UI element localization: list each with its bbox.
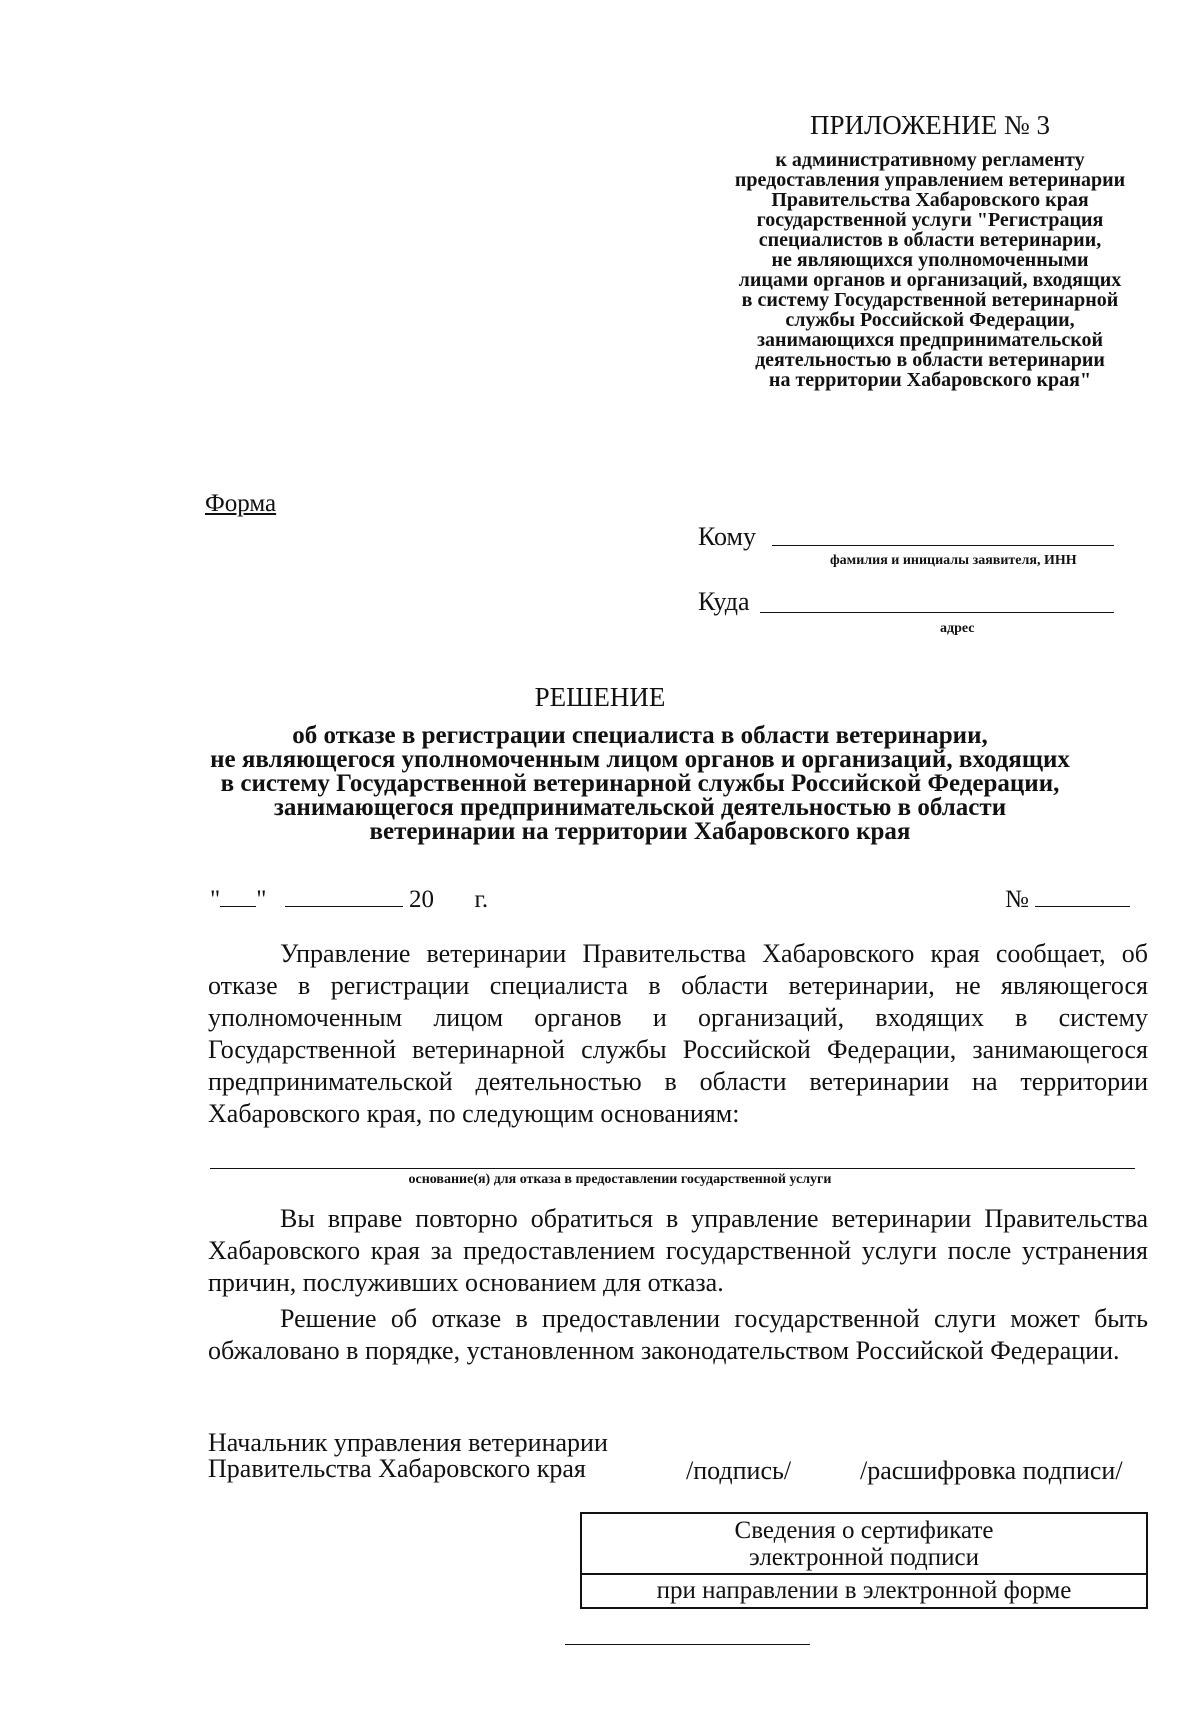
paragraph-text: Решение об отказе в предоставлении государственной слуги может быть обжаловано в порядке, установленном законодательством Российской Федерации.	[208, 1304, 1148, 1365]
to-field-hint: фамилия и инициалы заявителя, ИНН	[830, 553, 1077, 568]
bottom-divider	[565, 1644, 810, 1645]
day-blank	[220, 906, 256, 907]
number-label: №	[1005, 886, 1029, 913]
body-paragraph-1	[208, 938, 1148, 1130]
body-paragraph-2	[208, 1203, 1148, 1299]
appendix-line: на территории Хабаровского края"	[768, 369, 1092, 391]
reason-field-line	[210, 1168, 1135, 1169]
paragraph-text: Управление ветеринарии Правительства Хабаровского края сообщает, об отказе в регистрации специалиста в области ветеринарии, не являющегося уполномоченным лицом органов и организаций, входящих в систему Государственной ветеринарной службы Российской Федерации, занимающегося предпринимательской деятельностью в области ветеринарии на территории Хабаровского края, по следующим основаниям:	[208, 939, 1148, 1128]
appendix-line: специалистов в области ветеринарии,	[758, 229, 1102, 251]
date-quote-close: "	[256, 886, 267, 913]
where-field-line	[760, 612, 1114, 613]
appendix-line: Правительства Хабаровского края	[771, 189, 1089, 211]
appendix-line: предоставления управлением ветеринарии	[734, 169, 1126, 191]
number-blank	[1035, 906, 1130, 907]
paragraph-text: Вы вправе повторно обратиться в управление ветеринарии Правительства Хабаровского края за предоставлением государственной услуги после устранения причин, послуживших основанием для отказа.	[208, 1204, 1148, 1297]
date-row	[210, 886, 488, 914]
reason-field-hint: основание(я) для отказа в предоставлении государственной услуги	[408, 1172, 832, 1187]
certificate-header	[582, 1514, 1146, 1575]
decision-subtitle-line: в систему Государственной ветеринарной службы Российской Федерации,	[220, 770, 1060, 797]
to-label: Кому	[698, 522, 757, 551]
decision-subtitle-line: не являющегося уполномоченным лицом органов и организаций, входящих	[210, 746, 1070, 773]
certificate-footer: при направлении в электронной форме	[656, 1577, 1072, 1604]
signature-decode-label: /расшифровка подписи/	[860, 1456, 1123, 1485]
appendix-line: лицами органов и организаций, входящих	[738, 269, 1122, 291]
appendix-title: ПРИЛОЖЕНИЕ № 3	[809, 110, 1051, 140]
decision-subtitle-line: ветеринарии на территории Хабаровского края	[369, 818, 911, 845]
where-label: Куда	[698, 587, 750, 616]
appendix-line: не являющихся уполномоченными	[771, 249, 1089, 271]
year-suffix: г.	[474, 886, 489, 913]
appendix-line: государственной услуги "Регистрация	[756, 209, 1104, 231]
signatory-line: Правительства Хабаровского края	[208, 1454, 586, 1483]
signatory-line: Начальник управления ветеринарии	[208, 1428, 608, 1457]
decision-subtitle-line: занимающегося предпринимательской деятельностью в области	[273, 794, 1007, 821]
certificate-header-line: Сведения о сертификате	[734, 1517, 994, 1544]
signatory-position	[208, 1430, 608, 1482]
decision-title: РЕШЕНИЕ	[534, 682, 666, 712]
appendix-line: деятельностью в области ветеринарии	[755, 349, 1105, 371]
body-paragraph-3	[208, 1303, 1148, 1367]
month-blank	[285, 906, 403, 907]
signature-label: /подпись/	[686, 1456, 792, 1485]
decision-subtitle	[140, 724, 1140, 844]
decision-subtitle-line: об отказе в регистрации специалиста в области ветеринарии,	[292, 722, 988, 749]
appendix-line: занимающихся предпринимательской	[756, 329, 1104, 351]
to-field-line	[772, 545, 1114, 546]
form-label: Форма	[205, 490, 277, 517]
appendix-line: службы Российской Федерации,	[785, 309, 1075, 331]
appendix-description	[700, 150, 1160, 390]
number-row	[1005, 886, 1130, 914]
certificate-header-line: электронной подписи	[749, 1544, 979, 1571]
appendix-line: в систему Государственной ветеринарной	[741, 289, 1119, 311]
year-prefix: 20	[408, 886, 434, 913]
appendix-line: к административному регламенту	[775, 149, 1085, 171]
where-field-hint: адрес	[940, 621, 975, 636]
date-quote-open: "	[210, 886, 221, 913]
certificate-box	[580, 1512, 1148, 1609]
